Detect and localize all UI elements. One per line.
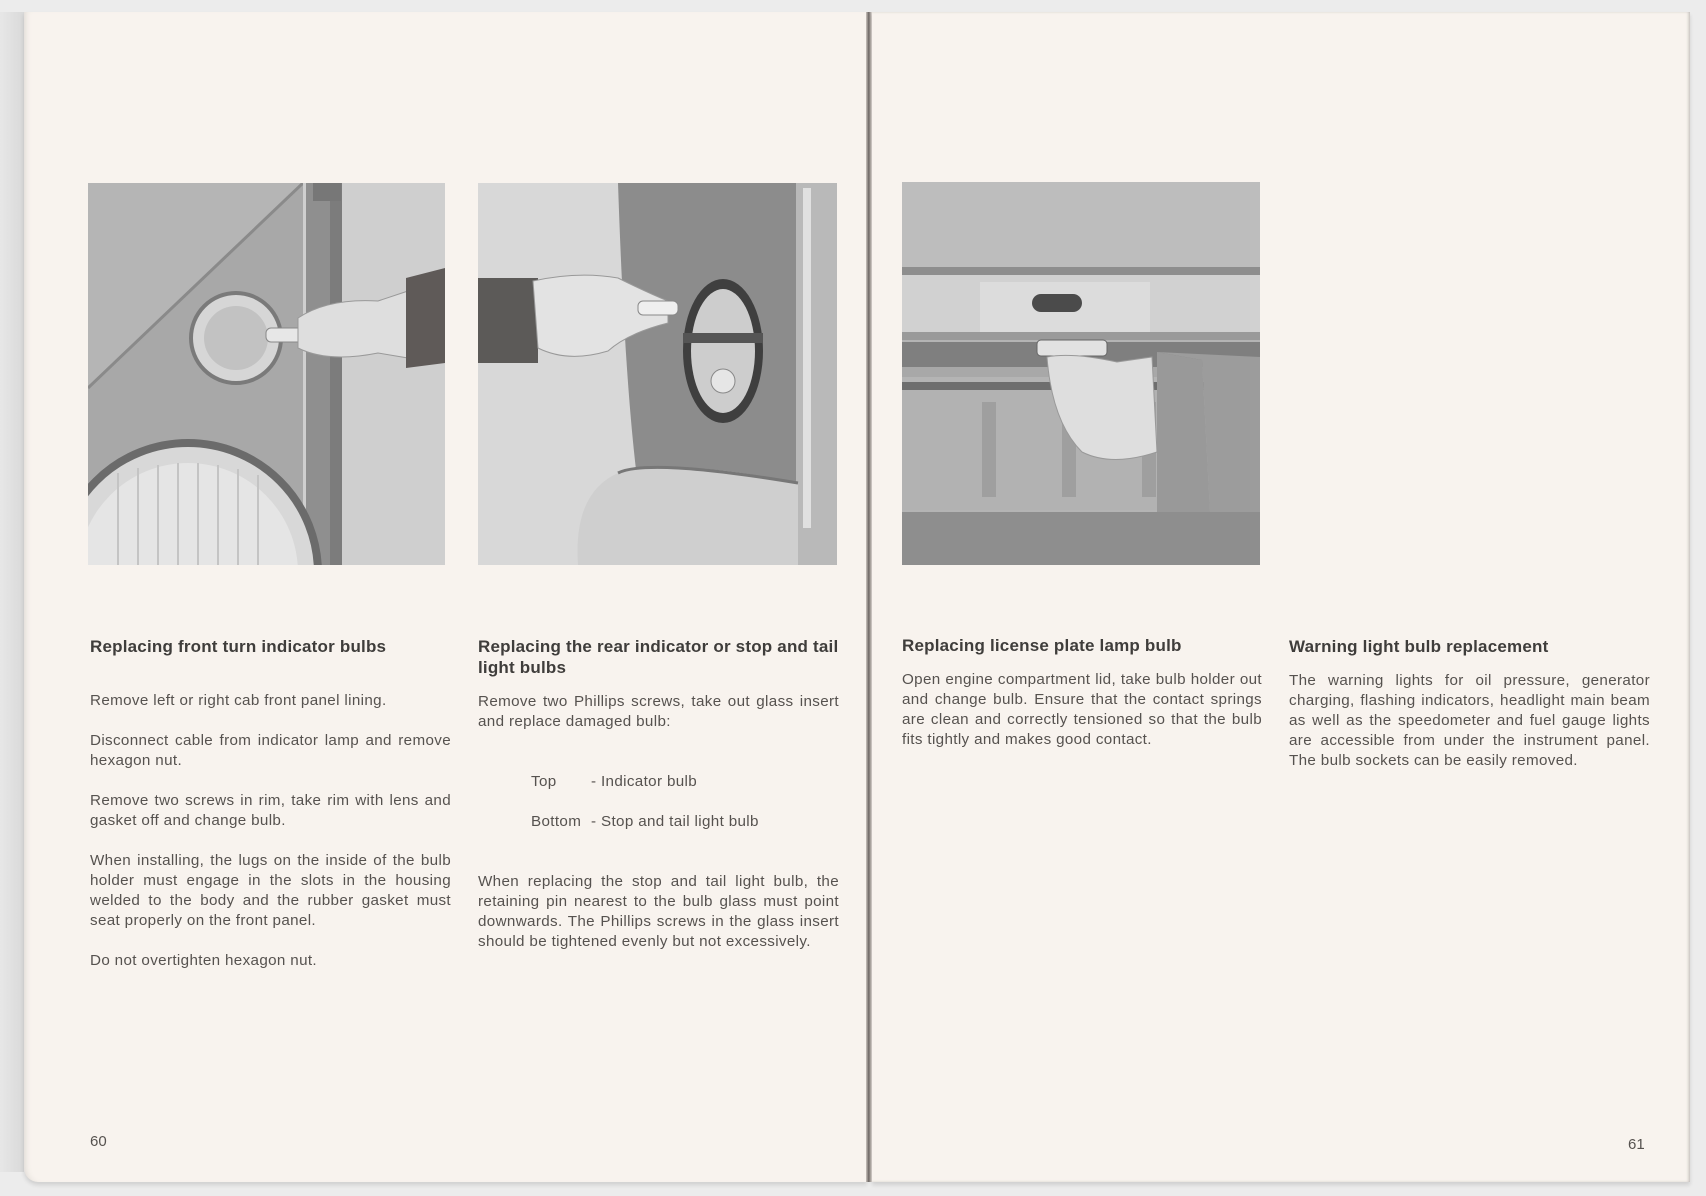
- section-warning-light: [1289, 636, 1650, 771]
- list-item: [531, 772, 839, 792]
- paragraph: Remove two Phillips screws, take out glass insert and replace damaged bulb:: [478, 693, 839, 730]
- list-item: [531, 812, 839, 832]
- section-heading: Replacing license plate lamp bulb: [902, 636, 1182, 655]
- list-term: Bottom: [531, 813, 582, 830]
- paragraph: Open engine compartment lid, take bulb holder out and change bulb. Ensure that the contact springs are clean and correctly tensioned so that the bulb fits tightly and makes good contact.: [902, 671, 1262, 748]
- section-heading: Replacing front turn indicator bulbs: [90, 637, 387, 656]
- photo-license-plate-lamp: [902, 182, 1260, 565]
- section-heading: Warning light bulb replacement: [1289, 637, 1549, 656]
- list-desc: - Stop and tail light bulb: [591, 813, 759, 830]
- paragraph: Remove left or right cab front panel lining.: [90, 692, 387, 709]
- paragraph: Do not overtighten hexagon nut.: [90, 952, 318, 969]
- section-rear-indicator: [478, 636, 839, 952]
- section-license-plate-lamp: [902, 635, 1262, 750]
- paragraph: Remove two screws in rim, take rim with lens and gasket off and change bulb.: [90, 792, 451, 829]
- photo-front-indicator: [88, 183, 445, 565]
- paragraph: Disconnect cable from indicator lamp and remove hexagon nut.: [90, 732, 451, 769]
- section-front-turn-indicator: [90, 636, 451, 971]
- page-number-right: 61: [1628, 1136, 1645, 1153]
- bulb-position-list: [478, 772, 839, 832]
- photo-rear-light: [478, 183, 837, 565]
- list-desc: - Indicator bulb: [591, 773, 698, 790]
- list-term: Top: [531, 773, 557, 790]
- paragraph: The warning lights for oil pressure, generator charging, flashing indicators, headlight main beam as well as the speedometer and fuel gauge lights are accessible from under the instrument panel. The bulb sockets can be easily removed.: [1289, 672, 1650, 769]
- paragraph: When replacing the stop and tail light bulb, the retaining pin nearest to the bulb glass must point downwards. The Phillips screws in the glass insert should be tightened evenly but not excessively.: [478, 873, 839, 950]
- front-indicator-illustration: [88, 183, 445, 565]
- paragraph: When installing, the lugs on the inside of the bulb holder must engage in the slots in the housing welded to the body and the rubber gasket must seat properly on the front panel.: [90, 852, 451, 929]
- license-plate-lamp-illustration: [902, 182, 1260, 565]
- book-edge: [0, 12, 24, 1172]
- rear-light-illustration: [478, 183, 837, 565]
- section-heading: Replacing the rear indicator or stop and tail light bulbs: [478, 637, 839, 677]
- page-number-left: 60: [90, 1133, 107, 1150]
